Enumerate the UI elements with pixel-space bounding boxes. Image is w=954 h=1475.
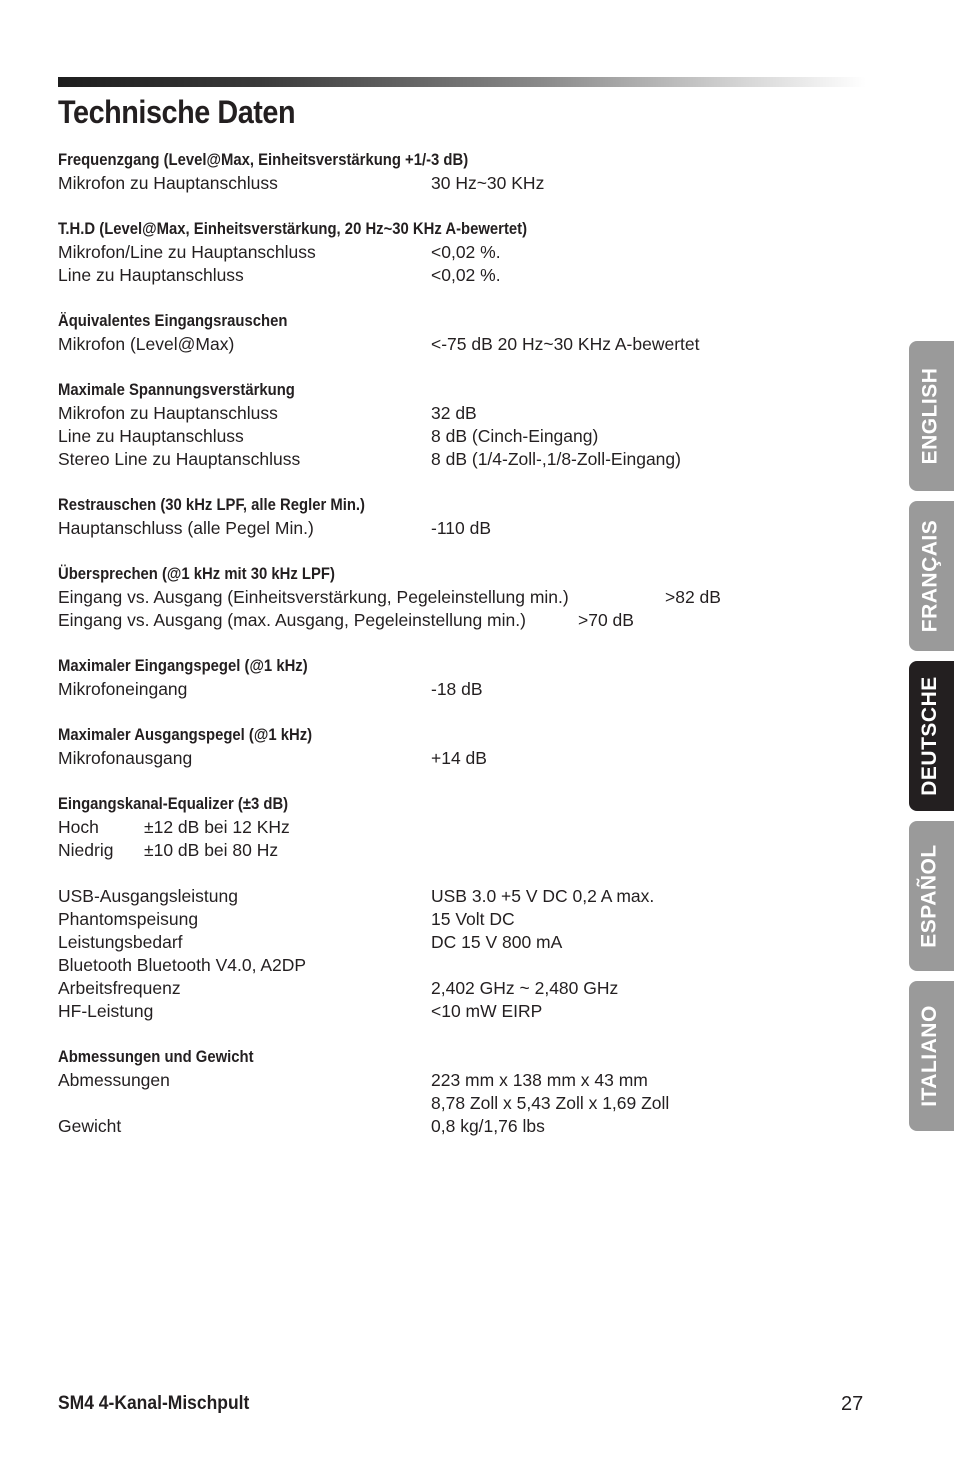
- spec-row: [58, 586, 858, 609]
- tab-label: ITALIANO: [918, 1005, 942, 1107]
- spec-row: [58, 885, 858, 908]
- spec-label: HF-Leistung: [58, 1001, 154, 1021]
- spec-label: Eingang vs. Ausgang (Einheitsverstärkung, Pegeleinstellung min.): [58, 587, 569, 607]
- spec-value: >82 dB: [665, 587, 721, 607]
- spec-label: Eingang vs. Ausgang (max. Ausgang, Pegeleinstellung min.): [58, 610, 526, 630]
- spec-label: Line zu Hauptanschluss: [58, 426, 244, 446]
- spec-row: [58, 816, 858, 839]
- section-heading: Abmessungen und Gewicht: [58, 1048, 254, 1066]
- spec-value: <0,02 %.: [431, 242, 501, 262]
- spec-section-general: [58, 885, 858, 1023]
- spec-label: Stereo Line zu Hauptanschluss: [58, 449, 301, 469]
- spec-row: [58, 517, 858, 540]
- section-heading: Maximale Spannungsverstärkung: [58, 381, 295, 399]
- spec-row: [58, 954, 858, 977]
- spec-row: [58, 609, 858, 632]
- spec-row: [58, 333, 858, 356]
- spec-section-residual-noise: [58, 494, 858, 540]
- spec-value: -18 dB: [431, 679, 483, 699]
- section-heading: T.H.D (Level@Max, Einheitsverstärkung, 20 Hz~30 KHz A-bewertet): [58, 220, 528, 238]
- spec-row: [58, 1000, 858, 1023]
- spec-label: Mikrofon zu Hauptanschluss: [58, 173, 278, 193]
- footer-product-title: SM4 4-Kanal-Mischpult: [58, 1393, 250, 1414]
- page-number: 27: [841, 1393, 864, 1415]
- spec-content: [58, 149, 858, 1161]
- tab-label: ESPAÑOL: [918, 844, 941, 948]
- page-title: Technische Daten: [58, 94, 296, 130]
- section-heading: Restrauschen (30 kHz LPF, alle Regler Min.): [58, 496, 365, 514]
- spec-row: [58, 448, 858, 471]
- spec-section-max-input: [58, 655, 858, 701]
- spec-value: -110 dB: [431, 518, 491, 538]
- spec-value: 2,402 GHz ~ 2,480 GHz: [431, 978, 619, 998]
- spec-label: Hauptanschluss (alle Pegel Min.): [58, 518, 314, 538]
- spec-label: Gewicht: [58, 1116, 122, 1136]
- spec-section-frequency-response: [58, 149, 858, 195]
- spec-value: +14 dB: [431, 748, 487, 768]
- spec-label: Bluetooth Bluetooth V4.0, A2DP: [58, 955, 307, 975]
- tab-label: ENGLISH: [918, 367, 941, 465]
- section-heading: Übersprechen (@1 kHz mit 30 kHz LPF): [58, 565, 335, 583]
- spec-section-voltage-gain: [58, 379, 858, 471]
- spec-label: Hoch: [58, 817, 99, 837]
- spec-label: Mikrofon (Level@Max): [58, 334, 235, 354]
- tab-espanol[interactable]: [909, 821, 954, 971]
- spec-label: Niedrig: [58, 840, 114, 860]
- section-heading: Frequenzgang (Level@Max, Einheitsverstärkung +1/-3 dB): [58, 151, 469, 169]
- spec-value: <-75 dB 20 Hz~30 KHz A-bewertet: [431, 334, 700, 354]
- spec-label: Mikrofon zu Hauptanschluss: [58, 403, 278, 423]
- spec-section-thd: [58, 218, 858, 287]
- spec-section-input-noise: [58, 310, 858, 356]
- section-heading: Maximaler Ausgangspegel (@1 kHz): [58, 726, 313, 744]
- spec-value: 223 mm x 138 mm x 43 mm: [431, 1070, 648, 1090]
- spec-value: 0,8 kg/1,76 lbs: [431, 1116, 545, 1136]
- section-heading: Eingangskanal-Equalizer (±3 dB): [58, 795, 289, 813]
- spec-section-crosstalk: [58, 563, 858, 632]
- tab-label: DEUTSCHE: [918, 676, 942, 796]
- spec-row: [58, 678, 858, 701]
- section-heading: Maximaler Eingangspegel (@1 kHz): [58, 657, 308, 675]
- tab-english[interactable]: [909, 341, 954, 491]
- spec-label: Mikrofoneingang: [58, 679, 188, 699]
- spec-value: ±12 dB bei 12 KHz: [144, 817, 290, 837]
- spec-value: >70 dB: [578, 610, 634, 630]
- spec-section-max-output: [58, 724, 858, 770]
- spec-row: [58, 241, 858, 264]
- spec-label: Mikrofonausgang: [58, 748, 193, 768]
- spec-value: 8 dB (1/4-Zoll-,1/8-Zoll-Eingang): [431, 449, 681, 469]
- spec-row: [58, 908, 858, 931]
- tab-label: FRANÇAIS: [918, 519, 941, 633]
- tab-italiano[interactable]: [909, 981, 954, 1131]
- spec-value: <10 mW EIRP: [431, 1001, 543, 1021]
- spec-label: Arbeitsfrequenz: [58, 978, 181, 998]
- tab-francais[interactable]: [909, 501, 954, 651]
- spec-label: Mikrofon/Line zu Hauptanschluss: [58, 242, 316, 262]
- spec-row: [58, 172, 858, 195]
- spec-row: [58, 1115, 858, 1138]
- spec-value: 30 Hz~30 KHz: [431, 173, 545, 193]
- spec-value: 32 dB: [431, 403, 477, 423]
- spec-value: ±10 dB bei 80 Hz: [144, 840, 279, 860]
- header-gradient-bar: [58, 77, 866, 87]
- tab-deutsche[interactable]: [909, 661, 954, 811]
- spec-row: [58, 977, 858, 1000]
- spec-row: [58, 1092, 858, 1115]
- spec-row: [58, 264, 858, 287]
- spec-row: [58, 1069, 858, 1092]
- spec-value: 8,78 Zoll x 5,43 Zoll x 1,69 Zoll: [431, 1093, 670, 1113]
- section-heading: Äquivalentes Eingangsrauschen: [58, 312, 288, 330]
- spec-value: USB 3.0 +5 V DC 0,2 A max.: [431, 886, 655, 906]
- spec-row: [58, 839, 858, 862]
- spec-value: <0,02 %.: [431, 265, 501, 285]
- spec-label: Abmessungen: [58, 1070, 170, 1090]
- spec-label: USB-Ausgangsleistung: [58, 886, 238, 906]
- spec-label: Phantomspeisung: [58, 909, 199, 929]
- spec-section-equalizer: [58, 793, 858, 862]
- spec-value: 8 dB (Cinch-Eingang): [431, 426, 599, 446]
- spec-label: Line zu Hauptanschluss: [58, 265, 244, 285]
- spec-section-dimensions: [58, 1046, 858, 1138]
- spec-row: [58, 425, 858, 448]
- spec-row: [58, 747, 858, 770]
- spec-value: 15 Volt DC: [431, 909, 515, 929]
- spec-value: DC 15 V 800 mA: [431, 932, 563, 952]
- spec-row: [58, 402, 858, 425]
- spec-label: Leistungsbedarf: [58, 932, 183, 952]
- spec-row: [58, 931, 858, 954]
